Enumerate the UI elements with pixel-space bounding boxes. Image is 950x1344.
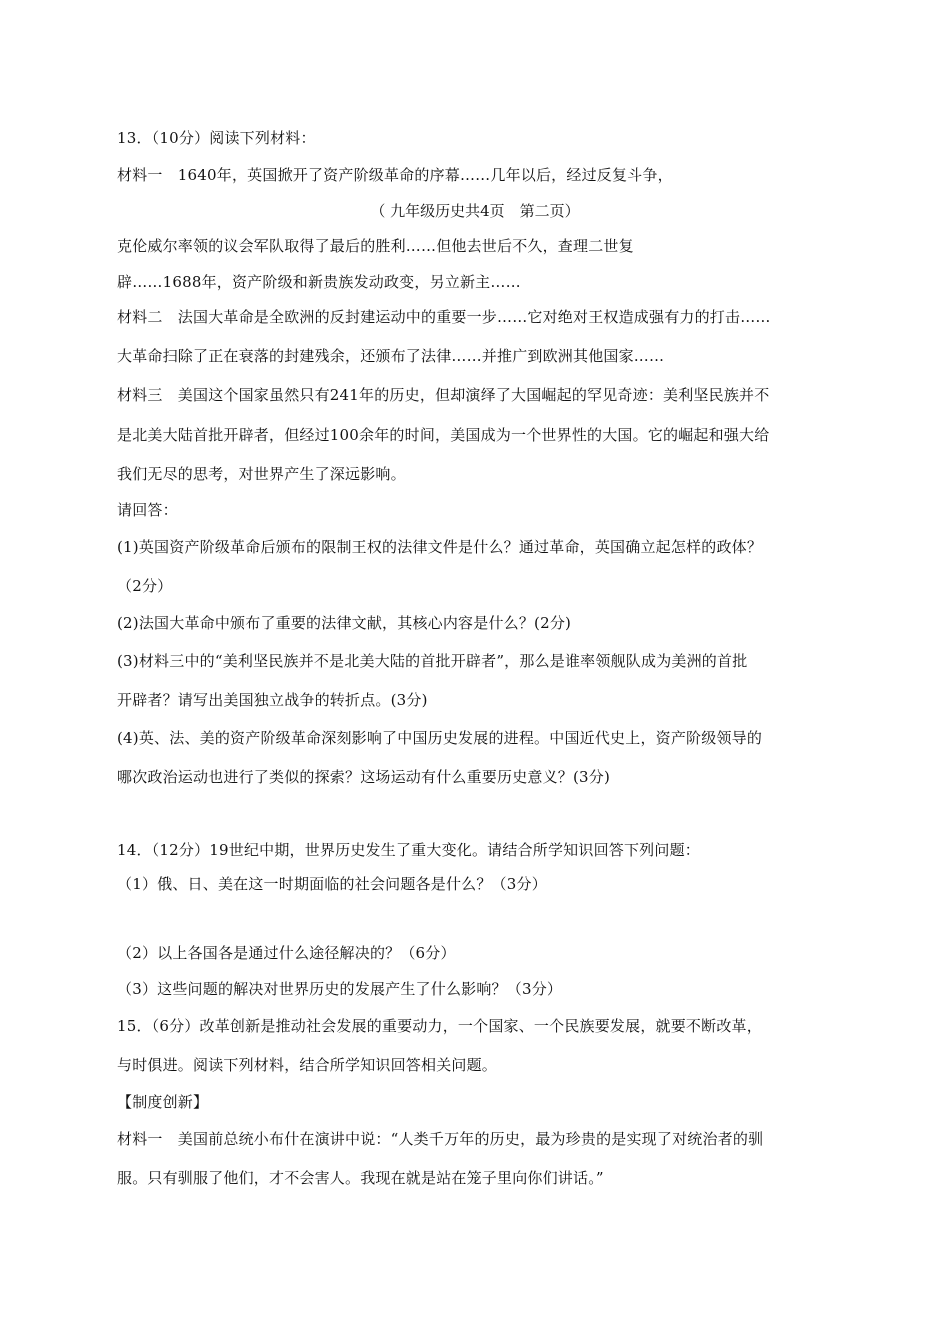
q13-material-1-line-3: 辟……1688年，资产阶级和新贵族发动政变，另立新主…… — [117, 273, 521, 291]
q13-sub-3-line-2: 开辟者？请写出美国独立战争的转折点。(3分) — [117, 691, 428, 709]
q13-material-1-line-2: 克伦威尔率领的议会军队取得了最后的胜利……但他去世后不久，查理二世复 — [117, 237, 634, 255]
q15-header-line-2: 与时俱进。阅读下列材料，结合所学知识回答相关问题。 — [117, 1056, 498, 1074]
q14-sub-2: （2）以上各国各是通过什么途径解决的？（6分） — [117, 944, 456, 962]
page-footer: （ 九年级历史共4页 第二页） — [370, 202, 580, 220]
q15-section-title: 【制度创新】 — [117, 1093, 209, 1111]
q13-sub-3-line-1: (3)材料三中的“美利坚民族并不是北美大陆的首批开辟者”，那么是谁率领舰队成为美洲的首批 — [117, 652, 748, 670]
q13-sub-4-line-1: (4)英、法、美的资产阶级革命深刻影响了中国历史发展的进程。中国近代史上，资产阶级领导的 — [117, 729, 763, 747]
q13-header: 13．（10分）阅读下列材料： — [117, 129, 316, 147]
q13-material-2-line-2: 大革命扫除了正在衰落的封建残余，还颁布了法律……并推广到欧洲其他国家…… — [117, 347, 665, 365]
q13-material-3-line-1: 材料三 美国这个国家虽然只有241年的历史，但却演绎了大国崛起的罕见奇迹：美利坚民族并不 — [117, 386, 770, 404]
q13-sub-4-line-2: 哪次政治运动也进行了类似的探索？这场运动有什么重要历史意义？(3分) — [117, 768, 611, 786]
q13-material-1-line-1: 材料一 1640年，英国掀开了资产阶级革命的序幕……几年以后，经过反复斗争， — [117, 166, 673, 184]
q14-header: 14．（12分）19世纪中期，世界历史发生了重大变化。请结合所学知识回答下列问题： — [117, 841, 700, 859]
q13-material-3-line-2: 是北美大陆首批开辟者，但经过100余年的时间，美国成为一个世界性的大国。它的崛起和强大给 — [117, 426, 770, 444]
q13-sub-1-score: （2分） — [117, 577, 173, 595]
q15-material-1-line-2: 服。只有驯服了他们，才不会害人。我现在就是站在笼子里向你们讲话。” — [117, 1169, 604, 1187]
q13-material-3-line-3: 我们无尽的思考，对世界产生了深远影响。 — [117, 465, 406, 483]
q13-material-2-line-1: 材料二 法国大革命是全欧洲的反封建运动中的重要一步……它对绝对王权造成强有力的打击…… — [117, 308, 771, 326]
q13-prompt: 请回答： — [117, 501, 178, 519]
q13-sub-1: (1)英国资产阶级革命后颁布的限制王权的法律文件是什么？通过革命，英国确立起怎样的政体？ — [117, 538, 763, 556]
q14-sub-1: （1）俄、日、美在这一时期面临的社会问题各是什么？（3分） — [117, 875, 547, 893]
q13-sub-2: (2)法国大革命中颁布了重要的法律文献，其核心内容是什么？(2分) — [117, 614, 572, 632]
q15-material-1-line-1: 材料一 美国前总统小布什在演讲中说：“人类千万年的历史，最为珍贵的是实现了对统治者的驯 — [117, 1130, 764, 1148]
q15-header-line-1: 15．（6分）改革创新是推动社会发展的重要动力，一个国家、一个民族要发展，就要不断改革， — [117, 1017, 762, 1035]
q14-sub-3: （3）这些问题的解决对世界历史的发展产生了什么影响？（3分） — [117, 980, 563, 998]
